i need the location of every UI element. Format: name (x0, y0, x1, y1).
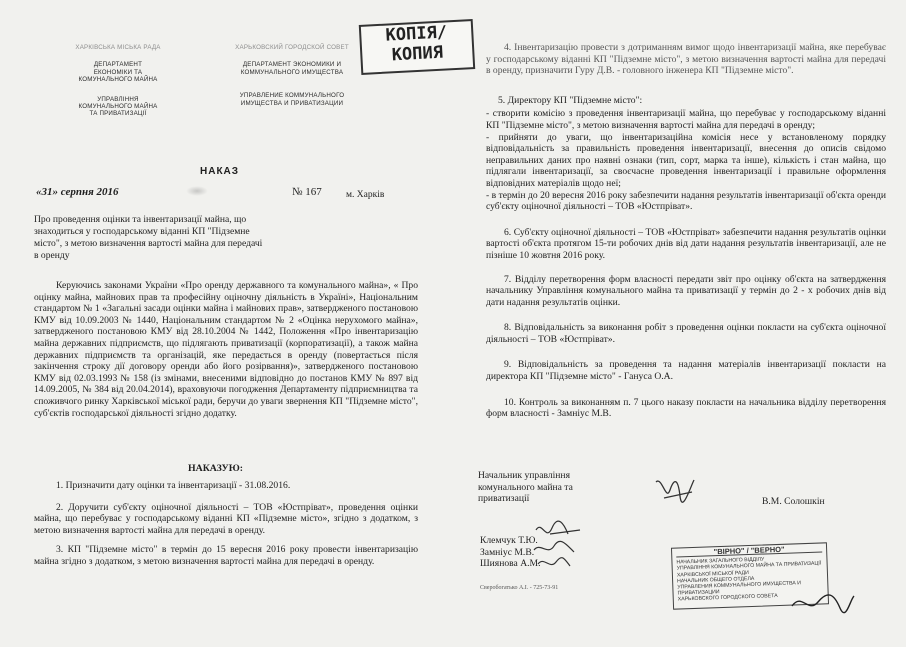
decree-heading: НАКАЗУЮ: (188, 463, 244, 474)
item-2: 2. Доручити суб'єкту оціночної діяльності – ТОВ «Юстпріват», проведення оцінки майна, що перебуває у господарському віданні КП «Підземне місто», згідно з додатком, з метою визначення вартості майна для передачі в оренду. (34, 501, 418, 536)
left-column (34, 280, 418, 419)
item-7: 7. Відділу перетворення форм власності передати звіт про оцінку об'єкта на затвердження начальнику Управління комунального майна та приватизації у термін до 2 - х робочих днів від дати надання результатів оцінки. (486, 273, 886, 308)
item-10: 10. Контроль за виконанням п. 7 цього наказу покласти на начальника відділу перетворення форм власності - Замніус М.В. (486, 396, 886, 420)
document-subject: Про проведення оцінки та інвентаризації майна, що знаходиться у господарському віданні КП "Підземне місто", з метою визначення вартості майна для передачі в оренду (34, 214, 263, 261)
header-left-management: УПРАВЛІННЯ КОМУНАЛЬНОГО МАЙНА ТА ПРИВАТИЗАЦІЇ (78, 95, 158, 118)
copy-stamp (359, 19, 475, 75)
stamp-title: "ВІРНО" / "ВЕРНО" (676, 545, 822, 557)
approver-signatures (530, 516, 590, 574)
item-1: 1. Призначити дату оцінки та інвентаризації - 31.08.2016. (56, 480, 291, 491)
handwritten-signature (652, 472, 698, 508)
copy-stamp-text: КОПІЯ/ КОПИЯ (385, 22, 448, 66)
stamp-text: НАЧАЛЬНИК ЗАГАЛЬНОГО ВІДДІЛУ УПРАВЛІННЯ КОМУНАЛЬНОГО МАЙНА ТА ПРИВАТИЗАЦІЇ ХАРКІВСЬКОЇ МІСЬКОЇ РАДИ НАЧАЛЬНИК ОБЩЕГО ОТДЕЛА УПРАВЛЕНИЯ КОММУНАЛЬНОГО ИМУЩЕСТВА И ПРИВАТИЗАЦИИ ХАРЬКОВСКОГО ГОРОДСКОГО СОВЕТА (676, 556, 822, 603)
item-4: 4. Інвентаризацію провести з дотриманням вимог щодо інвентаризації майна, яке перебуває у господарському віданні КП "Підземне місто", з метою визначення вартості майна для передачі в оренду, призначити Гуру Д.В. - головного інженера КП "Підземне місто". (486, 42, 886, 77)
approver-1: Клемчук Т.Ю. (480, 535, 538, 546)
header-right-management: УПРАВЛЕНИЕ КОММУНАЛЬНОГО ИМУЩЕСТВА И ПРИВАТИЗАЦИИ (239, 92, 345, 107)
header-right-top: ХАРЬКОВСКИЙ ГОРОДСКОЙ СОВЕТ (235, 44, 349, 51)
item-9: 9. Відповідальність за проведення та надання матеріалів інвентаризації покласти на директора КП "Підземне місто" - Гануса О.А. (486, 359, 886, 383)
signatory-position: Начальник управління комунального майна та приватизації (478, 470, 573, 505)
signatory-name: В.М. Солошкін (762, 496, 825, 507)
item-5-body: - створити комісію з проведення інвентаризації майна, що перебуває у господарському віданні КП "Підземне місто", з метою визначення вартості майна для передачі в оренду; - прийняти до уваги, що інвентаризаційна комісія несе у встановленому порядку відповідальність за правильність проведення інвентаризації, внесення до описів свідомо неправильних даних про наявні ознаки (тип, сорт, марка та інше), кількість і стан майна, що підлягали інвентаризації, за своєчасне проведення інвентаризації і правильне оформлення відповідних матеріалів щодо неї; - в термін до 20 вересня 2016 року забезпечити надання результатів інвентаризації об'єкта оренди суб'єкту оціночної діяльності – ТОВ «Юстпріват». (486, 108, 886, 213)
header-left-dept: ДЕПАРТАМЕНТ ЕКОНОМІКИ ТА КОМУНАЛЬНОГО МАЙНА (78, 61, 158, 84)
document-number: № 167 (292, 186, 322, 198)
approver-2: Замніус М.В. (480, 546, 535, 558)
approver-3: Шиянова А.М. (480, 558, 541, 570)
header-right (212, 44, 372, 107)
left-items (34, 480, 418, 568)
right-column (486, 42, 886, 420)
item-8: 8. Відповідальність за виконання робіт з проведення оцінки покласти на суб'єкта оціночної діяльності – ТОВ «Юстпріват». (486, 322, 886, 345)
header-left-top: ХАРКІВСЬКА МІСЬКА РАДА (75, 44, 161, 51)
document-title: НАКАЗ (200, 166, 240, 177)
item-3: 3. КП "Підземне місто" в термін до 15 вересня 2016 року провести інвентаризацію майна згідно з додатком, з метою визначення вартості майна для передачі в оренду. (34, 544, 418, 567)
stamp-signature (788, 590, 858, 616)
header-left (58, 44, 178, 118)
checked-by: Сверобогатько А.І. - 725-73-91 (480, 585, 559, 591)
preamble: Керуючись законами України «Про оренду державного та комунального майна», « Про оцінку майна, майнових прав та професійну оціночну діяльність в Україні», Національним стандартом № 1 «Загальні засади оцінки майна і майнових прав», затвердженого постановою КМУ від 10.09.2003 № 1440, Національним стандартом № 2 «Оцінка нерухомого майна», затвердженого постановою КМУ від 28.10.2004 № 1442, Положення «Про інвентаризацію майна державних підприємств, що підлягають приватизації (корпоратизації), а також майна державних підприємств та організацій, яке передається в оренду (повертається після закінчення строку дії договору оренди або його розірвання)», затвердженого постановою КМУ від 02.03.1993 № 158 (із змінами, внесеними відповідно до постанов КМУ № 897 від 14.09.2005, № 384 від 20.04.2014), враховуючи погодження Департаменту підприємництва та споживчого ринку Харківської міської ради, беручи до уваги звернення КП "Підземне місто", суб'єктів господарської діяльності згідно додатку. (34, 280, 418, 419)
item-5-heading: 5. Директору КП "Підземне місто": (498, 94, 643, 106)
item-6: 6. Суб'єкту оціночної діяльності – ТОВ «Юстпріват» забезпечити надання результатів оцінки вартості об'єкта протягом 15-ти робочих днів від дати надання результатів інвентаризації, але не пізніше 10 жовтня 2016 року. (486, 226, 886, 261)
document-date: «31» серпня 2016 (36, 186, 119, 198)
header-right-dept: ДЕПАРТАМЕНТ ЭКОНОМИКИ И КОММУНАЛЬНОГО ИМУЩЕСТВА (240, 61, 344, 76)
document-city: м. Харків (346, 190, 385, 200)
scan-smudge (186, 186, 208, 196)
